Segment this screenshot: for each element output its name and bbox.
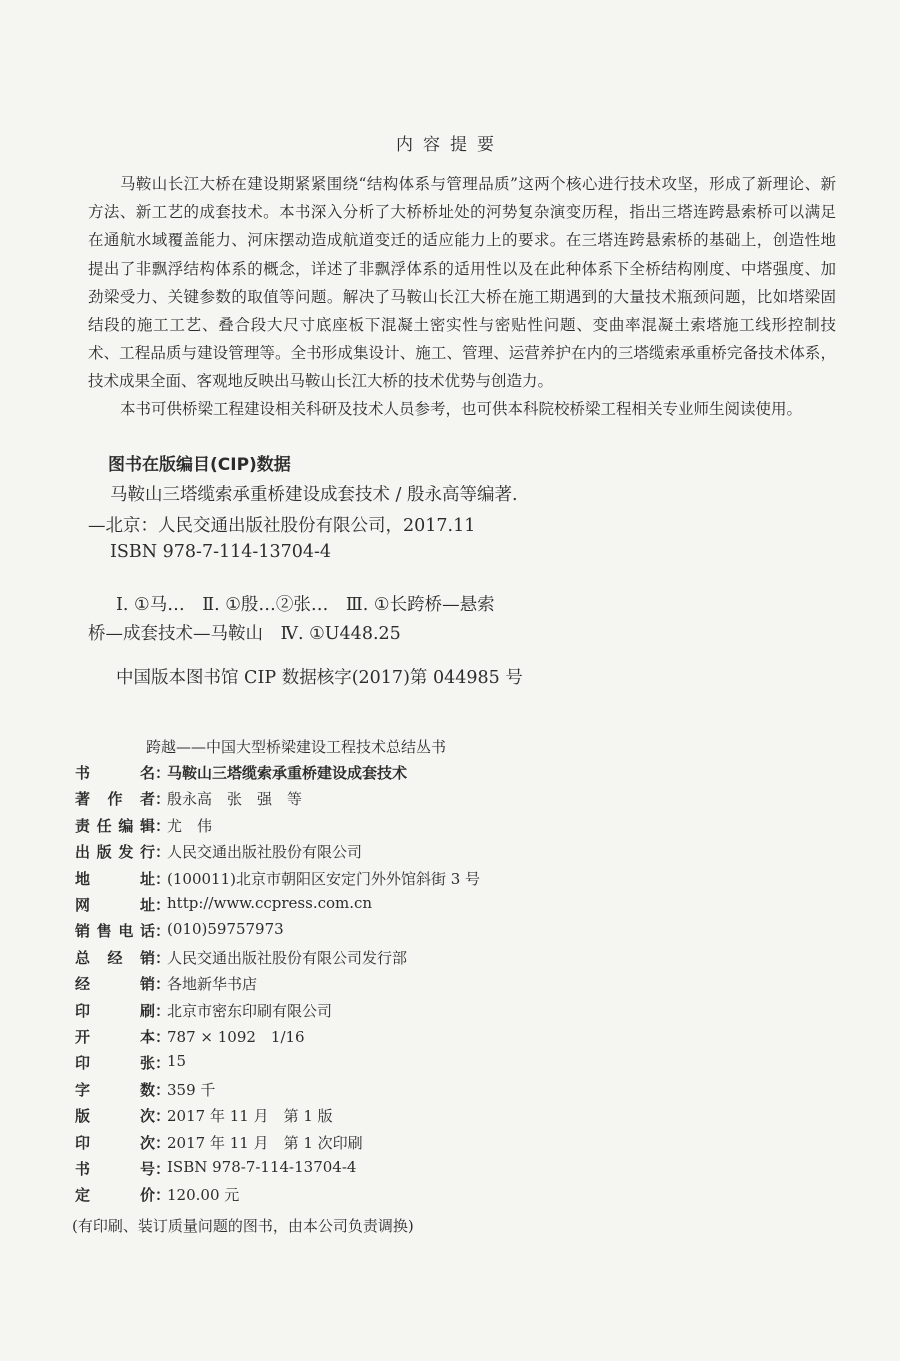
info-label — [75, 973, 155, 994]
label-char: 出 — [75, 843, 91, 862]
label-char: 著 — [75, 790, 91, 809]
info-row — [75, 1026, 305, 1047]
cip-heading: 图书在版编目(CIP)数据 — [108, 455, 291, 475]
info-label — [75, 1079, 155, 1100]
info-value: 15 — [167, 1052, 187, 1071]
info-value: 北京市密东印刷有限公司 — [167, 1001, 333, 1020]
info-value: 尤 伟 — [167, 816, 213, 835]
info-row — [75, 947, 407, 968]
label-char: 书 — [75, 1160, 91, 1178]
info-value: (100011)北京市朝阳区安定门外外馆斜街 3 号 — [167, 869, 481, 888]
label-char: 售 — [96, 922, 112, 941]
replacement-note: (有印刷、装订质量问题的图书，由本公司负责调换) — [72, 1217, 414, 1235]
info-row — [75, 1158, 356, 1179]
info-value: 马鞍山三塔缆索承重桥建设成套技术 — [167, 764, 408, 782]
cip-line: —北京：人民交通出版社股份有限公司，2017.11 — [88, 516, 476, 536]
abstract-line: 提出了非飘浮结构体系的概念，详述了非飘浮体系的适用性以及在此种体系下全桥结构刚度、中塔强度、加 — [88, 260, 836, 278]
info-label — [75, 788, 155, 809]
info-row — [75, 1105, 333, 1126]
info-label — [75, 920, 155, 941]
info-label — [75, 841, 155, 862]
label-char: 定 — [75, 1186, 91, 1205]
label-char: 印 — [75, 1001, 91, 1020]
abstract-line: 本书可供桥梁工程建设相关科研及技术人员参考，也可供本科院校桥梁工程相关专业师生阅读使用。 — [120, 400, 803, 418]
label-char: 印 — [75, 1054, 91, 1073]
colon: ： — [155, 1001, 171, 1020]
abstract-title: 内容提要 — [396, 135, 504, 155]
label-char: 话 — [139, 922, 155, 941]
cip-line: 中国版本图书馆 CIP 数据核字(2017)第 044985 号 — [116, 668, 523, 688]
info-value: 787 × 1092 1/16 — [167, 1028, 305, 1046]
info-value: 人民交通出版社股份有限公司发行部 — [167, 948, 408, 967]
info-label — [75, 1184, 155, 1205]
label-char: 价 — [139, 1186, 155, 1205]
label-char: 次 — [139, 1107, 155, 1126]
info-value: 2017 年 11 月 第 1 版 — [167, 1107, 333, 1126]
colon: ： — [155, 816, 171, 835]
label-char: 总 — [75, 948, 91, 967]
label-char: 名 — [139, 764, 155, 782]
colon: ： — [155, 1107, 171, 1126]
label-char: 作 — [107, 790, 123, 809]
info-row — [75, 1052, 186, 1073]
info-label — [75, 762, 155, 783]
abstract-line: 在通航水域覆盖能力、河床摆动造成航道变迁的适应能力上的要求。在三塔连跨悬索桥的基础上，创造性地 — [88, 231, 836, 249]
label-char: 张 — [139, 1054, 155, 1073]
label-char: 地 — [75, 869, 91, 888]
label-char: 发 — [118, 843, 134, 862]
info-row — [75, 920, 284, 941]
colon: ： — [155, 1133, 171, 1152]
info-value: ISBN 978-7-114-13704-4 — [167, 1158, 357, 1176]
colon: ： — [155, 975, 171, 994]
info-value: (010)59757973 — [167, 920, 284, 939]
label-char: 版 — [96, 843, 112, 862]
info-value: 2017 年 11 月 第 1 次印刷 — [167, 1133, 363, 1152]
info-row — [75, 815, 212, 836]
colon: ： — [155, 790, 171, 809]
info-row — [75, 1184, 239, 1205]
info-value: http://www.ccpress.com.cn — [167, 894, 373, 912]
label-char: 本 — [139, 1028, 155, 1046]
info-row — [75, 762, 407, 783]
abstract-line: 术、工程品质与建设管理等。全书形成集设计、施工、管理、运营养护在内的三塔缆索承重桥完备技术体系， — [88, 344, 836, 362]
label-char: 者 — [139, 790, 155, 809]
info-label — [75, 947, 155, 968]
colon: ： — [155, 896, 171, 914]
abstract-line: 方法、新工艺的成套技术。本书深入分析了大桥桥址处的河势复杂演变历程，指出三塔连跨悬索桥可以满足 — [88, 203, 836, 221]
label-char: 印 — [75, 1133, 91, 1152]
label-char: 网 — [75, 896, 91, 914]
cip-line: 马鞍山三塔缆索承重桥建设成套技术 / 殷永高等编著. — [110, 485, 518, 505]
info-row — [75, 1132, 363, 1153]
info-value: 359 千 — [167, 1080, 216, 1099]
info-row — [75, 841, 362, 862]
series-title: 跨越——中国大型桥梁建设工程技术总结丛书 — [146, 738, 447, 756]
label-char: 行 — [139, 843, 155, 862]
info-row — [75, 973, 257, 994]
label-char: 版 — [75, 1107, 91, 1126]
info-value: 殷永高 张 强 等 — [167, 790, 303, 809]
info-row — [75, 894, 372, 915]
info-row — [75, 1000, 332, 1021]
label-char: 任 — [96, 816, 112, 835]
colon: ： — [155, 764, 171, 782]
colon: ： — [155, 869, 171, 888]
label-char: 经 — [75, 975, 91, 994]
colon: ： — [155, 1160, 171, 1178]
info-value: 人民交通出版社股份有限公司 — [167, 843, 363, 862]
label-char: 号 — [139, 1160, 155, 1178]
colon: ： — [155, 843, 171, 862]
info-label — [75, 1158, 155, 1179]
label-char: 编 — [118, 816, 134, 835]
info-label — [75, 1105, 155, 1126]
label-char: 销 — [139, 948, 155, 967]
label-char: 销 — [139, 975, 155, 994]
label-char: 数 — [139, 1080, 155, 1099]
colon: ： — [155, 1028, 171, 1046]
info-value: 各地新华书店 — [167, 975, 258, 994]
info-row — [75, 1079, 215, 1100]
info-row — [75, 788, 302, 809]
abstract-line: 马鞍山长江大桥在建设期紧紧围绕“结构体系与管理品质”这两个核心进行技术攻坚，形成了新理论、新 — [120, 175, 836, 193]
label-char: 址 — [139, 896, 155, 914]
colon: ： — [155, 922, 171, 941]
info-row — [75, 868, 480, 889]
abstract-line: 劲梁受力、关键参数的取值等问题。解决了马鞍山长江大桥在施工期遇到的大量技术瓶颈问题，比如塔梁固 — [88, 288, 836, 306]
label-char: 刷 — [139, 1001, 155, 1020]
info-label — [75, 894, 155, 915]
colon: ： — [155, 1186, 171, 1205]
info-label — [75, 868, 155, 889]
cip-line: 桥—成套技术—马鞍山 Ⅳ. ①U448.25 — [88, 624, 401, 644]
info-label — [75, 1052, 155, 1073]
label-char: 址 — [139, 869, 155, 888]
info-value: 120.00 元 — [167, 1186, 240, 1205]
info-label — [75, 1132, 155, 1153]
colon: ： — [155, 1054, 171, 1073]
label-char: 经 — [107, 948, 123, 967]
abstract-line: 技术成果全面、客观地反映出马鞍山长江大桥的技术优势与创造力。 — [88, 372, 554, 390]
colon: ： — [155, 948, 171, 967]
abstract-line: 结段的施工工艺、叠合段大尺寸底座板下混凝土密实性与密贴性问题、变曲率混凝土索塔施工线形控制技 — [88, 316, 836, 334]
label-char: 开 — [75, 1028, 91, 1046]
info-label — [75, 1000, 155, 1021]
label-char: 销 — [75, 922, 91, 941]
label-char: 次 — [139, 1133, 155, 1152]
info-label — [75, 1026, 155, 1047]
cip-line: Ⅰ. ①马… Ⅱ. ①殷…②张… Ⅲ. ①长跨桥—悬索 — [116, 595, 495, 615]
label-char: 电 — [118, 922, 134, 941]
label-char: 字 — [75, 1080, 91, 1099]
cip-line: ISBN 978-7-114-13704-4 — [110, 542, 332, 562]
info-label — [75, 815, 155, 836]
label-char: 书 — [75, 764, 91, 782]
label-char: 辑 — [139, 816, 155, 835]
label-char: 责 — [75, 816, 91, 835]
colon: ： — [155, 1080, 171, 1099]
